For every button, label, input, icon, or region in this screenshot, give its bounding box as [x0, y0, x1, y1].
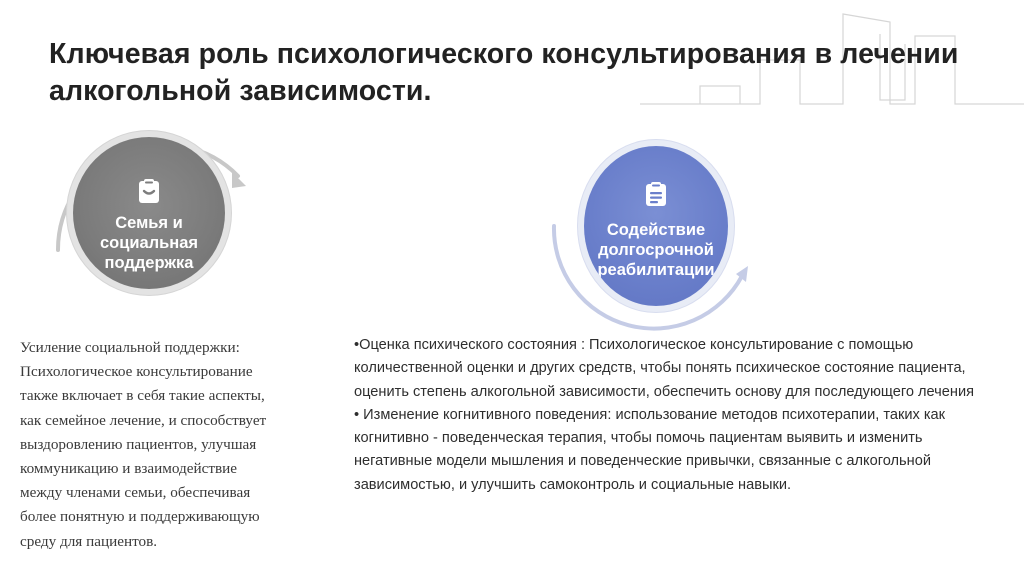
right-arrowhead-icon — [736, 266, 748, 282]
rehabilitation-label: Содействие долгосрочной реабилитации — [597, 221, 715, 279]
counseling-details — [354, 334, 1004, 497]
rehabilitation-circle — [584, 146, 728, 306]
family-support-circle — [73, 137, 225, 289]
cognitive-paragraph: • Изменение когнитивного поведения: использование методов психотерапии, таких как когнитивно - поведенческая терапия, чтобы помочь пациентам выявить и изменить негативные модели мышления и поведенческие привычки, связанные с алкогольной зависимостью, и улучшить самоконтроль и социальные навыки. — [354, 406, 946, 493]
family-support-label: Семья и социальная поддержка — [99, 214, 199, 272]
social-support-text: Усиление социальной поддержки: Психологическое консультирование также включает в себя такие аспекты, как семейное лечение, и способствует выздоровлению пациентов, улучшая коммуникацию и взаимодействие между членами семьи, обеспечивая более понятную и поддерживающую среду для пациентов. — [20, 339, 267, 550]
left-arrowhead-icon — [232, 172, 246, 188]
page-title: Ключевая роль психологического консультирования в лечении алкогольной зависимости. — [49, 38, 959, 107]
clipboard-list-icon — [644, 182, 668, 208]
clipboard-icon — [137, 179, 161, 205]
assessment-paragraph: •Оценка психического состояния : Психологическое консультирование с помощью количественной оценки и других средств, чтобы понять психическое состояние пациента, оценить степень алкогольной зависимости, обеспечить основу для последующего лечения — [354, 337, 975, 400]
